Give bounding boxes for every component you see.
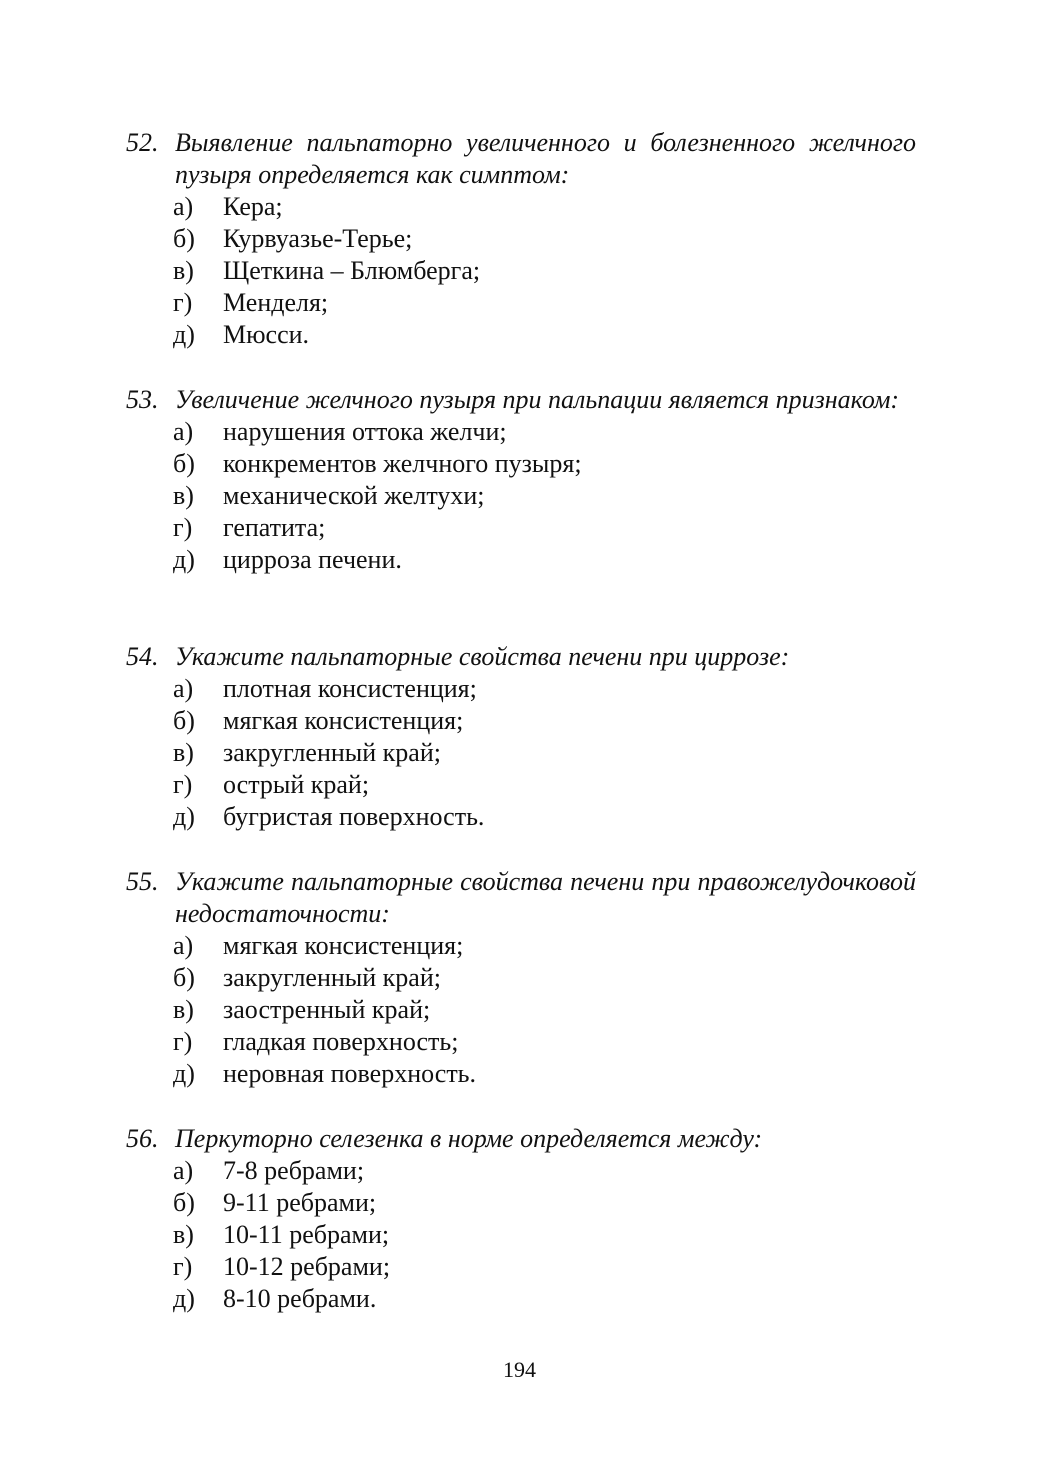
option-letter: г) [173,513,193,542]
option-text: цирроза печени. [223,545,402,574]
option-text: 10-12 ребрами; [223,1252,391,1281]
option-letter: а) [173,1156,194,1185]
answer-option [126,769,916,801]
option-letter: а) [173,674,194,703]
option-letter: г) [173,1252,193,1281]
answer-option [126,994,916,1026]
option-text: 8-10 ребрами. [223,1284,377,1313]
question-number: 54. [126,642,159,671]
option-text: Курвуазье-Терье; [223,224,413,253]
question-text: Выявление пальпаторно увеличенного и болезненного желчного пузыря определяется как симптом: [175,128,916,189]
answer-option [126,480,916,512]
option-text: Менделя; [223,288,329,317]
option-text: нарушения оттока желчи; [223,417,507,446]
option-letter: б) [173,963,195,992]
answer-option [126,1219,916,1251]
option-letter: в) [173,738,194,767]
answer-option [126,962,916,994]
option-text: Кера; [223,192,283,221]
option-text: острый край; [223,770,370,799]
answer-option [126,673,916,705]
answer-option [126,737,916,769]
question-56 [126,1123,916,1315]
option-letter: г) [173,1027,193,1056]
option-letter: а) [173,931,194,960]
option-text: мягкая консистенция; [223,931,464,960]
option-text: заостренный край; [223,995,431,1024]
answer-option [126,255,916,287]
option-text: бугристая поверхность. [223,802,485,831]
option-letter: б) [173,706,195,735]
option-letter: г) [173,770,193,799]
answer-option [126,448,916,480]
option-letter: б) [173,1188,195,1217]
answer-option [126,512,916,544]
answer-option [126,930,916,962]
question-number: 52. [126,128,159,157]
answer-options [126,1155,916,1315]
answer-option [126,191,916,223]
answer-option [126,544,916,576]
question-heading [126,127,916,191]
answer-options [126,416,916,576]
option-letter: б) [173,449,195,478]
answer-option [126,287,916,319]
question-text: Укажите пальпаторные свойства печени при циррозе: [175,642,790,671]
question-heading [126,641,916,673]
option-letter: д) [173,545,195,574]
option-letter: в) [173,1220,194,1249]
question-text: Увеличение желчного пузыря при пальпации является признаком: [175,385,900,414]
question-heading [126,866,916,930]
option-text: Мюсси. [223,320,310,349]
question-52 [126,127,916,351]
answer-option [126,1155,916,1187]
option-text: закругленный край; [223,963,441,992]
answer-option [126,1058,916,1090]
option-text: 10-11 ребрами; [223,1220,390,1249]
option-letter: в) [173,481,194,510]
option-letter: в) [173,256,194,285]
option-text: конкрементов желчного пузыря; [223,449,582,478]
answer-option [126,223,916,255]
answer-option [126,1026,916,1058]
option-letter: д) [173,802,195,831]
option-text: 9-11 ребрами; [223,1188,377,1217]
option-letter: б) [173,224,195,253]
answer-option [126,1187,916,1219]
option-letter: а) [173,417,194,446]
option-letter: г) [173,288,193,317]
answer-option [126,801,916,833]
option-letter: д) [173,320,195,349]
option-text: мягкая консистенция; [223,706,464,735]
option-text: закругленный край; [223,738,441,767]
page-number: 194 [503,1357,536,1382]
question-text: Укажите пальпаторные свойства печени при правожелудочковой недостаточности: [175,867,916,928]
option-letter: д) [173,1284,195,1313]
answer-option [126,1251,916,1283]
question-number: 53. [126,385,159,414]
question-heading [126,384,916,416]
answer-option [126,1283,916,1315]
option-letter: а) [173,192,194,221]
question-55 [126,866,916,1090]
answer-option [126,319,916,351]
option-text: гепатита; [223,513,326,542]
question-number: 55. [126,867,159,896]
option-text: механической желтухи; [223,481,485,510]
option-text: 7-8 ребрами; [223,1156,365,1185]
answer-option [126,705,916,737]
answer-options [126,930,916,1090]
option-text: гладкая поверхность; [223,1027,459,1056]
question-54 [126,641,916,833]
question-heading [126,1123,916,1155]
question-number: 56. [126,1124,159,1153]
option-text: плотная консистенция; [223,674,477,703]
answer-options [126,673,916,833]
question-53 [126,384,916,576]
answer-option [126,416,916,448]
option-letter: в) [173,995,194,1024]
option-text: Щеткина – Блюмберга; [223,256,481,285]
option-text: неровная поверхность. [223,1059,477,1088]
question-text: Перкуторно селезенка в норме определяется между: [175,1124,763,1153]
option-letter: д) [173,1059,195,1088]
answer-options [126,191,916,351]
